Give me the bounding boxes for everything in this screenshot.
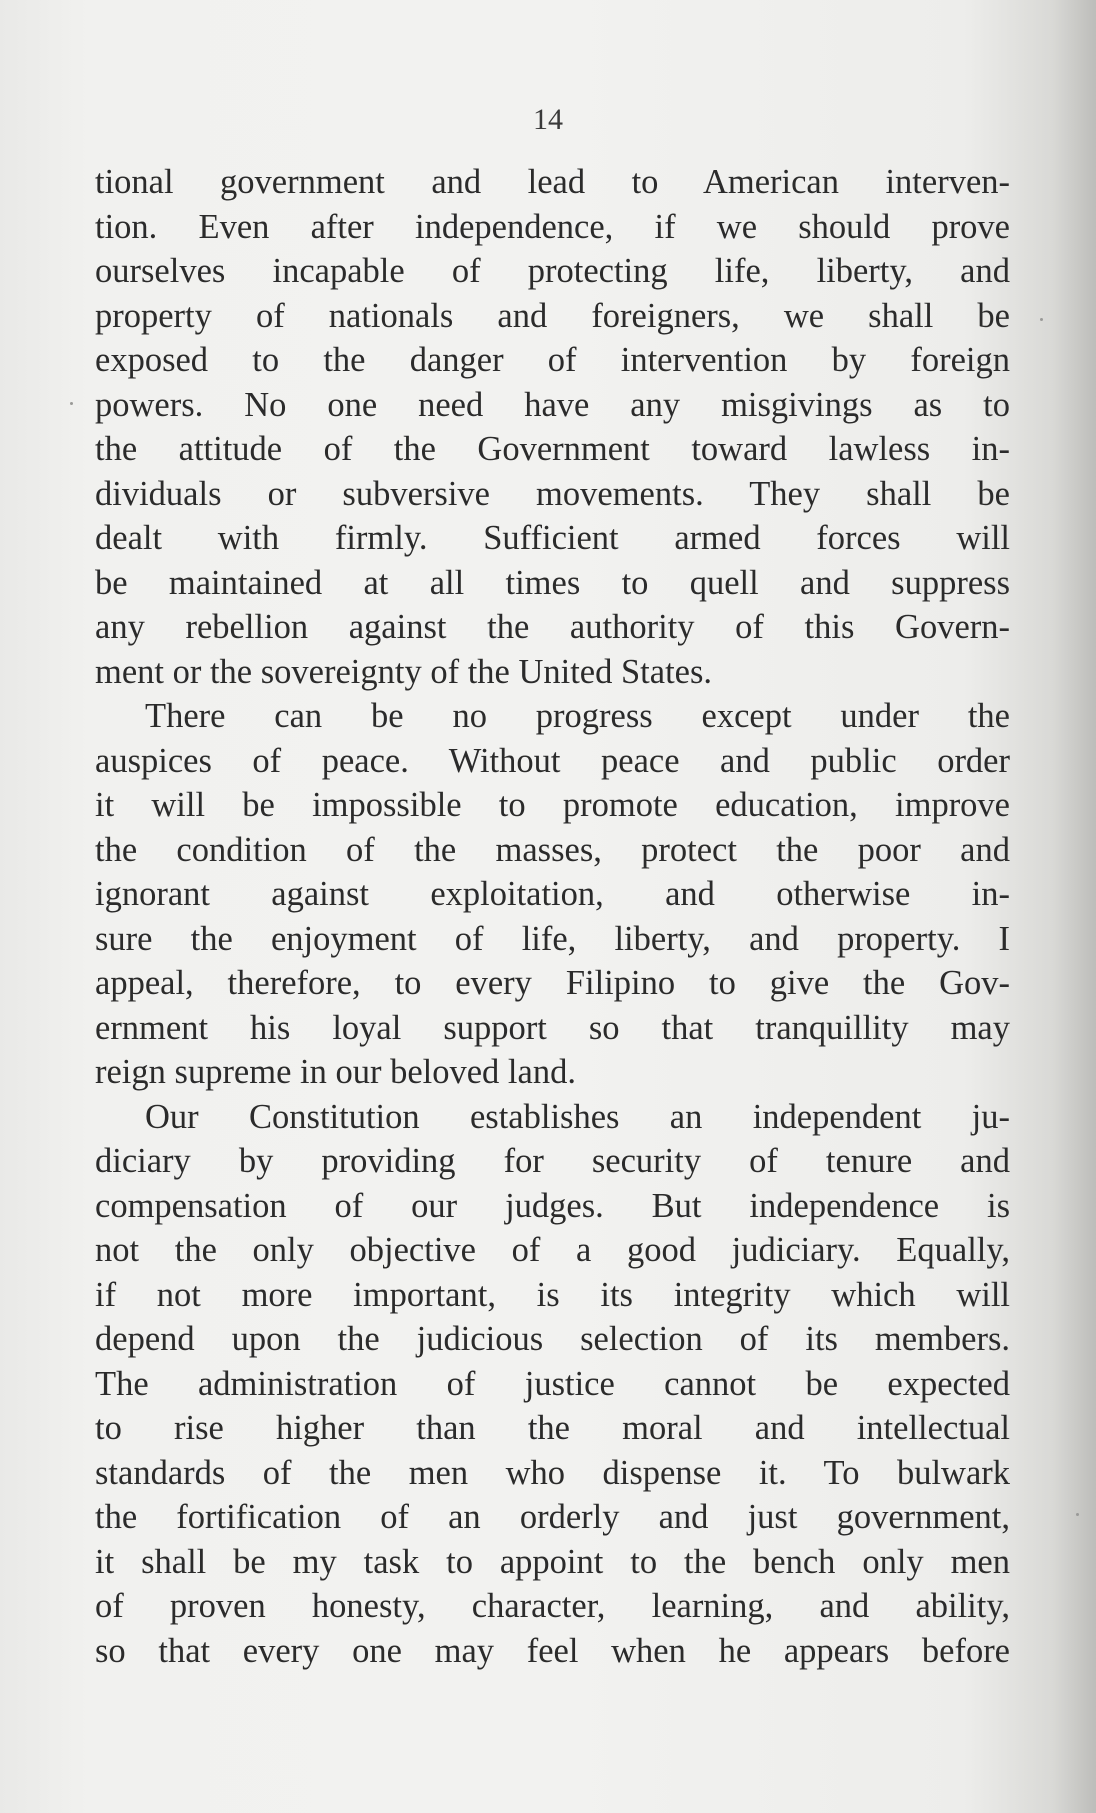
text-line: auspices of peace. Without peace and public order bbox=[95, 741, 1010, 780]
text-line: the fortification of an orderly and just government, bbox=[95, 1498, 1010, 1536]
text-line: so that every one may feel when he appears before bbox=[95, 1631, 1010, 1670]
paragraph-1 bbox=[95, 160, 1010, 694]
paragraph-2 bbox=[95, 694, 1010, 1095]
text-line: be maintained at all times to quell and suppress bbox=[95, 563, 1010, 602]
text-line: diciary by providing for security of tenure and bbox=[95, 1142, 1010, 1180]
text-line: dividuals or subversive movements. They shall be bbox=[95, 474, 1010, 513]
text-line: exposed to the danger of intervention by foreign bbox=[95, 341, 1010, 379]
paragraph-3 bbox=[95, 1095, 1010, 1674]
text-line: sure the enjoyment of life, liberty, and property. I bbox=[95, 919, 1010, 958]
text-line: any rebellion against the authority of this Govern- bbox=[95, 608, 1010, 646]
text-line: The administration of justice cannot be expected bbox=[95, 1364, 1010, 1403]
paper-speck bbox=[1040, 318, 1043, 321]
text-line: not the only objective of a good judiciary. Equally, bbox=[95, 1231, 1010, 1269]
text-line: depend upon the judicious selection of its members. bbox=[95, 1320, 1010, 1358]
paper-speck bbox=[70, 402, 73, 405]
text-line: compensation of our judges. But independence is bbox=[95, 1186, 1010, 1225]
text-line: ment or the sovereignty of the United States. bbox=[95, 652, 713, 691]
text-line: if not more important, is its integrity which will bbox=[95, 1275, 1010, 1314]
text-line: the condition of the masses, protect the poor and bbox=[95, 830, 1010, 869]
body-text bbox=[95, 160, 1010, 1673]
text-line: Our Constitution establishes an independent ju- bbox=[145, 1097, 1010, 1136]
text-line: tional government and lead to American interven- bbox=[95, 163, 1010, 201]
text-line: it will be impossible to promote education, improve bbox=[95, 786, 1010, 824]
text-line: of proven honesty, character, learning, and ability, bbox=[95, 1587, 1010, 1625]
text-line: ernment his loyal support so that tranquillity may bbox=[95, 1008, 1010, 1047]
text-line: ignorant against exploitation, and otherwise in- bbox=[95, 875, 1010, 913]
text-line: the attitude of the Government toward lawless in- bbox=[95, 430, 1010, 468]
text-line: it shall be my task to appoint to the bench only men bbox=[95, 1542, 1010, 1581]
text-line: ourselves incapable of protecting life, liberty, and bbox=[95, 252, 1010, 290]
text-line: standards of the men who dispense it. To bulwark bbox=[95, 1453, 1010, 1492]
paper-speck bbox=[1076, 1513, 1079, 1516]
text-line: powers. No one need have any misgivings as to bbox=[95, 385, 1010, 424]
text-line: tion. Even after independence, if we should prove bbox=[95, 207, 1010, 246]
text-line: There can be no progress except under the bbox=[145, 697, 1010, 735]
text-line: property of nationals and foreigners, we shall be bbox=[95, 296, 1010, 335]
page-number: 14 bbox=[533, 103, 563, 136]
text-line: dealt with firmly. Sufficient armed forces will bbox=[95, 519, 1010, 557]
text-line: reign supreme in our beloved land. bbox=[95, 1053, 576, 1091]
text-line: to rise higher than the moral and intellectual bbox=[95, 1409, 1010, 1447]
text-line: appeal, therefore, to every Filipino to give the Gov- bbox=[95, 964, 1010, 1002]
